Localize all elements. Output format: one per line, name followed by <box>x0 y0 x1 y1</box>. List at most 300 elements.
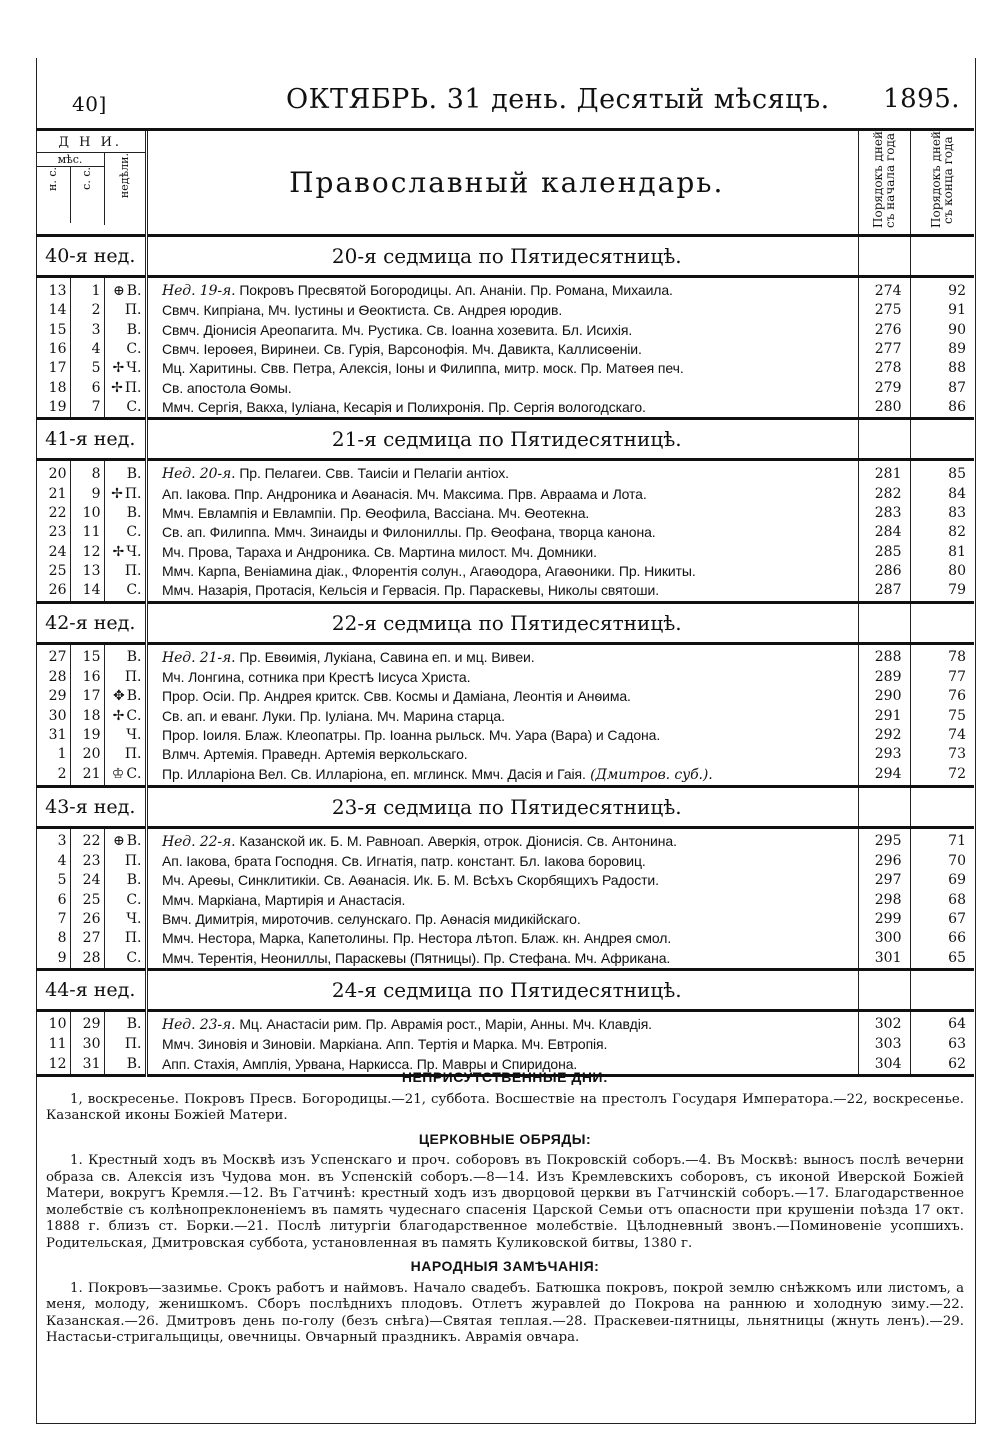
day-of-year: 291 <box>858 706 910 725</box>
old-style-day: 9 <box>70 484 104 503</box>
old-style-day: 28 <box>70 949 104 970</box>
weekday: П. <box>124 930 142 947</box>
days-remaining: 82 <box>948 524 966 541</box>
saints-text <box>156 726 858 745</box>
saints-text <box>156 1035 858 1054</box>
saints-names: Свмч. Іероѳея, Виринеи. Св. Гурія, Варсонофія. Мч. Давикта, Каллисѳеніи. <box>162 340 642 357</box>
saints-text <box>156 827 858 852</box>
non-working-days-heading: НЕПРИСУТСТВЕННЫЕ ДНИ: <box>401 1069 609 1085</box>
weekday-cell <box>104 359 146 378</box>
saints-names: Ммч. Сергія, Вакха, Іуліана, Кесарія и Полихронія. Пр. Сергія вологодскаго. <box>162 399 646 416</box>
day-of-year: 277 <box>858 340 910 359</box>
new-style-day: 20 <box>36 460 70 485</box>
weekday-cell <box>104 726 146 745</box>
weekday: С. <box>126 399 142 416</box>
old-style-day: 6 <box>70 379 104 398</box>
day-of-year: 299 <box>858 910 910 929</box>
months-header: мѣс. <box>36 153 104 167</box>
table-row <box>36 871 974 890</box>
day-of-year: 289 <box>858 668 910 687</box>
table-row <box>36 460 974 485</box>
saints-names: Пр. Пелагеи. Свв. Таисіи и Пелагіи антіох. <box>235 465 509 482</box>
day-of-year: 292 <box>858 726 910 745</box>
week-header-row <box>36 969 974 1010</box>
new-style-day: 21 <box>36 484 70 503</box>
new-style-day: 5 <box>36 871 70 890</box>
weekday: П. <box>124 668 142 685</box>
saints-text <box>156 871 858 890</box>
week-header-row <box>36 419 974 460</box>
weekday-cell <box>104 581 146 602</box>
table-row <box>36 726 974 745</box>
feast-mark-icon: ✢ <box>112 543 125 560</box>
weekday: Ч. <box>126 911 142 927</box>
week-title: 20-я седмица по Пятидесятницѣ. <box>156 236 858 277</box>
week-label: 42-я нед. <box>36 602 146 643</box>
day-of-year: 284 <box>858 523 910 542</box>
day-of-year: 274 <box>858 277 910 302</box>
old-style-day: 4 <box>70 340 104 359</box>
saints-names: Прор. Осіи. Пр. Андрея критск. Свв. Космы и Даміана, Леонтія и Анѳима. <box>162 688 631 705</box>
old-style-day: 20 <box>70 745 104 764</box>
saints-names: Свмч. Діонисія Ареопагита. Мч. Рустика. Св. Іоанна хозевита. Бл. Исихія. <box>162 321 633 338</box>
old-style-day: 18 <box>70 706 104 725</box>
new-style-day: 23 <box>36 523 70 542</box>
old-style-day: 1 <box>70 277 104 302</box>
year-label: 1895. <box>883 84 960 114</box>
saints-text <box>156 1010 858 1035</box>
new-style-day: 24 <box>36 543 70 562</box>
weekday: Ч. <box>126 543 142 560</box>
weekday-cell <box>104 301 146 320</box>
weekday: В. <box>126 688 142 705</box>
saints-text <box>156 379 858 398</box>
days-remaining: 68 <box>948 891 966 908</box>
weekday-cell <box>104 277 146 302</box>
table-row <box>36 562 974 581</box>
saints-names: Св. ап. и еванг. Луки. Пр. Іуліана. Мч. Марина старца. <box>162 707 505 724</box>
days-remaining: 86 <box>910 398 974 419</box>
weekday-cell <box>104 910 146 929</box>
saints-names: Ммч. Маркіана, Мартирія и Анастасія. <box>162 891 406 908</box>
weekday-cell <box>104 320 146 339</box>
page-number: 40] <box>72 92 107 116</box>
weekday: В. <box>126 872 142 889</box>
page-title: ОКТЯБРЬ. 31 день. Десятый мѣсяцъ. <box>286 84 830 115</box>
weekday-cell <box>104 543 146 562</box>
weekday: В. <box>126 465 142 482</box>
new-style-day: 12 <box>36 1054 70 1075</box>
weekday-cell <box>104 949 146 970</box>
day-of-year: 301 <box>858 949 910 970</box>
church-rites-heading: ЦЕРКОВНЫЕ ОБРЯДЫ: <box>418 1130 592 1147</box>
weekday-cell <box>104 562 146 581</box>
saints-names: Ммч. Зиновія и Зиновіи. Маркіана. Апп. Тертія и Марка. Мч. Евтропія. <box>162 1036 608 1053</box>
weekday-cell <box>104 765 146 787</box>
page-header <box>36 70 974 130</box>
old-style-day: 22 <box>70 827 104 852</box>
calendar-table <box>36 131 974 1077</box>
saints-text <box>156 277 858 302</box>
weekday: В. <box>126 1016 142 1033</box>
sunday-label: Нед. 23-я. <box>162 1016 236 1033</box>
day-of-year: 287 <box>858 581 910 602</box>
old-style-day: 12 <box>70 543 104 562</box>
weekday: Ч. <box>126 727 142 744</box>
feast-mark-icon: ✢ <box>112 360 125 377</box>
day-of-year: 278 <box>858 359 910 378</box>
day-of-year: 297 <box>858 871 910 890</box>
days-header: Д Н И. <box>36 135 145 153</box>
saints-text <box>156 562 858 581</box>
week-header-row <box>36 786 974 827</box>
table-row <box>36 910 974 929</box>
weekday: П. <box>124 379 142 396</box>
weekday: С. <box>126 891 142 908</box>
weekday: П. <box>124 1036 142 1053</box>
day-of-year: 285 <box>858 543 910 562</box>
saints-text <box>156 523 858 542</box>
table-row <box>36 706 974 725</box>
weekday: В. <box>126 321 142 338</box>
day-of-year: 288 <box>858 643 910 668</box>
day-of-year: 282 <box>858 484 910 503</box>
saints-names: Ап. Іакова, брата Господня. Св. Игнатія, патр. констант. Бл. Іакова боровиц. <box>162 852 646 869</box>
weekday-cell <box>104 340 146 359</box>
weekday: В. <box>126 649 142 666</box>
old-style-day: 26 <box>70 910 104 929</box>
saints-names: Св. апостола Ѳомы. <box>162 379 292 396</box>
feast-mark-icon: ✢ <box>112 707 125 724</box>
day-of-year: 275 <box>858 301 910 320</box>
weekday: П. <box>124 746 142 763</box>
weekday-cell <box>104 827 146 852</box>
days-remaining: 75 <box>948 707 966 724</box>
saints-names: Апп. Стахія, Амплія, Урвана, Наркисса. Пр. Мавры и Спиридона. <box>162 1055 578 1072</box>
old-style-day: 8 <box>70 460 104 485</box>
from-end-header: Порядокъ дней съ конца года <box>929 131 956 229</box>
table-row <box>36 1010 974 1035</box>
week-title: 21-я седмица по Пятидесятницѣ. <box>156 419 858 460</box>
weekday-cell <box>104 668 146 687</box>
days-remaining: 63 <box>948 1036 966 1053</box>
weekday-cell <box>104 687 146 706</box>
saints-names: Пр. Евѳимія, Лукіана, Савина еп. и мц. Вивеи. <box>235 648 535 665</box>
old-style-header: с. с. <box>80 167 94 190</box>
weekday-cell <box>104 504 146 523</box>
table-row <box>36 668 974 687</box>
saints-text <box>156 890 858 909</box>
week-label: 41-я нед. <box>36 419 146 460</box>
sunday-label: Нед. 19-я. <box>162 283 236 299</box>
saints-names: Прор. Іоиля. Блаж. Клеопатры. Пр. Іоанна рыльск. Мч. Уара (Вара) и Садона. <box>162 727 661 744</box>
weekday-cell <box>104 398 146 419</box>
day-of-year: 303 <box>858 1035 910 1054</box>
day-of-year: 286 <box>858 562 910 581</box>
days-remaining: 78 <box>948 649 966 666</box>
days-remaining: 62 <box>910 1054 974 1075</box>
days-remaining: 87 <box>948 379 966 396</box>
saints-text <box>156 460 858 485</box>
saints-names: Казанской ик. Б. М. Равноап. Аверкія, отрок. Діонисія. Св. Антонина. <box>235 832 677 849</box>
old-style-day: 29 <box>70 1010 104 1035</box>
non-working-days-text: 1, воскресенье. Покровъ Пресв. Богородицы.—21, суббота. Восшествіе на престолъ Государя Императора.—22, воскресенье. Казанской иконы Божіей Матери. <box>46 1091 964 1123</box>
table-row <box>36 379 974 398</box>
days-remaining: 89 <box>948 340 966 357</box>
old-style-day: 3 <box>70 320 104 339</box>
old-style-day: 15 <box>70 643 104 668</box>
saints-text <box>156 301 858 320</box>
old-style-day: 30 <box>70 1035 104 1054</box>
saints-text <box>156 320 858 339</box>
days-remaining: 65 <box>910 949 974 970</box>
new-style-day: 15 <box>36 320 70 339</box>
week-title: 24-я седмица по Пятидесятницѣ. <box>156 969 858 1010</box>
saints-names: Пр. Илларіона Вел. Св. Илларіона, еп. мглинск. Ммч. Дасія и Гаія. <box>162 765 586 782</box>
saints-text <box>156 706 858 725</box>
new-style-day: 2 <box>36 765 70 787</box>
saints-names: Влмч. Артемія. Праведн. Артемія веркольскаго. <box>162 746 468 763</box>
table-row <box>36 398 974 419</box>
new-style-header: н. с. <box>45 167 59 191</box>
day-of-year: 290 <box>858 687 910 706</box>
days-remaining: 85 <box>948 465 966 482</box>
church-rites-text: 1. Крестный ходъ въ Москвѣ изъ Успенскаго и проч. соборовъ въ Покровскій соборъ.—4. Въ Москвѣ: выносъ послѣ вечерни образа св. Алексія изъ Чудова мон. въ Успенскій соборъ.—8—14. Изъ Кремлевскихъ соборовъ, съ иконой Иверской Божіей Матери, вокругъ Кремля.—12. Въ Гатчинѣ: крестный ходъ изъ дворцовой церкви въ Гатчинскій соборъ.—17. Благодарственное молебствіе съ колѣнопреклоненіемъ въ память чудеснаго спасенія Царской Семьи отъ опасности при крушеніи поѣзда 17 окт. 1888 г. близъ ст. Борки.—21. Послѣ литургіи благодарственное молебствіе. Цѣлодневный звонъ.—Поминовеніе усопшихъ. Родительская, Дмитровская суббота, установленная въ память Куликовской битвы, 1380 г. <box>46 1153 964 1251</box>
weekday: П. <box>124 852 142 869</box>
table-row <box>36 301 974 320</box>
saints-names: Покровъ Пресвятой Богородицы. Ап. Ананіи. Пр. Романа, Михаила. <box>235 282 673 298</box>
day-of-year: 296 <box>858 852 910 871</box>
new-style-day: 30 <box>36 706 70 725</box>
table-row <box>36 949 974 970</box>
notes-section <box>46 1063 964 1353</box>
week-title: 22-я седмица по Пятидесятницѣ. <box>156 602 858 643</box>
days-remaining: 73 <box>948 746 966 763</box>
days-remaining: 70 <box>948 852 966 869</box>
saints-names: Мч. Ареѳы, Синклитикіи. Св. Аѳанасія. Ик. Б. М. Всѣхъ Скорбящихъ Радости. <box>162 872 659 889</box>
new-style-day: 11 <box>36 1035 70 1054</box>
weekday-cell <box>104 890 146 909</box>
weekday-cell <box>104 523 146 542</box>
day-of-year: 283 <box>858 504 910 523</box>
saints-text <box>156 745 858 764</box>
table-row <box>36 581 974 602</box>
days-remaining: 64 <box>948 1016 966 1033</box>
new-style-day: 14 <box>36 301 70 320</box>
day-of-year: 281 <box>858 460 910 485</box>
new-style-day: 22 <box>36 504 70 523</box>
saints-names: Мч. Лонгина, сотника при Крестѣ Іисуса Христа. <box>162 668 471 685</box>
new-style-day: 6 <box>36 890 70 909</box>
saints-names: Ммч. Евлампія и Евлампіи. Пр. Ѳеофила, Вассіана. Мч. Ѳеотекна. <box>162 504 590 521</box>
old-style-day: 14 <box>70 581 104 602</box>
days-remaining: 72 <box>910 765 974 787</box>
old-style-day: 13 <box>70 562 104 581</box>
weekday-header: недѣли. <box>117 153 131 199</box>
saints-text <box>156 398 858 419</box>
weekday: С. <box>126 582 142 599</box>
new-style-day: 19 <box>36 398 70 419</box>
weekday-cell <box>104 379 146 398</box>
days-remaining: 74 <box>948 727 966 744</box>
weekday: П. <box>124 485 142 502</box>
days-remaining: 90 <box>948 321 966 338</box>
days-remaining: 83 <box>948 504 966 521</box>
new-style-day: 31 <box>36 726 70 745</box>
old-style-day: 23 <box>70 852 104 871</box>
day-of-year: 279 <box>858 379 910 398</box>
saints-text <box>156 910 858 929</box>
days-remaining: 81 <box>948 543 966 560</box>
days-remaining: 66 <box>948 930 966 947</box>
weekday: С. <box>126 340 142 357</box>
old-style-day: 10 <box>70 504 104 523</box>
new-style-day: 27 <box>36 643 70 668</box>
weekday: В. <box>126 504 142 521</box>
table-row <box>36 852 974 871</box>
old-style-day: 31 <box>70 1054 104 1075</box>
weekday: С. <box>126 766 142 783</box>
days-remaining: 71 <box>948 833 966 850</box>
saints-names: Ап. Іакова. Ппр. Андроника и Аѳанасія. Мч. Максима. Прв. Авраама и Лота. <box>162 485 647 502</box>
old-style-day: 16 <box>70 668 104 687</box>
saints-text <box>156 929 858 948</box>
day-of-year: 294 <box>858 765 910 787</box>
new-style-day: 1 <box>36 745 70 764</box>
saints-text <box>156 687 858 706</box>
days-remaining: 88 <box>948 360 966 377</box>
old-style-day: 24 <box>70 871 104 890</box>
day-of-year: 295 <box>858 827 910 852</box>
new-style-day: 10 <box>36 1010 70 1035</box>
saints-names: Вмч. Димитрія, мироточив. селунскаго. Пр. Аѳнасія мидикійскаго. <box>162 911 581 927</box>
day-of-year: 276 <box>858 320 910 339</box>
weekday: П. <box>124 563 142 580</box>
sunday-label: Нед. 20-я. <box>162 466 236 483</box>
saints-names: Ммч. Карпа, Веніамина діак., Флорентія солун., Агаѳодора, Агаѳоники. Пр. Никиты. <box>162 563 696 580</box>
table-row <box>36 277 974 302</box>
table-row <box>36 765 974 787</box>
saints-text <box>156 949 858 970</box>
days-remaining: 92 <box>948 282 966 299</box>
saints-names: Св. ап. Филиппа. Ммч. Зинаиды и Филониллы. Пр. Ѳеофана, творца канона. <box>162 524 656 541</box>
feast-mark-icon: ✢ <box>111 485 123 502</box>
old-style-day: 25 <box>70 890 104 909</box>
day-of-year: 298 <box>858 890 910 909</box>
old-style-day: 5 <box>70 359 104 378</box>
weekday-cell <box>104 460 146 485</box>
new-style-day: 25 <box>36 562 70 581</box>
table-row <box>36 320 974 339</box>
weekday: В. <box>126 1055 142 1072</box>
week-label: 44-я нед. <box>36 969 146 1010</box>
table-row <box>36 687 974 706</box>
table-row <box>36 1035 974 1054</box>
saints-names: Мц. Харитины. Свв. Петра, Алексія, Іоны и Филиппа, митр. моск. Пр. Матѳея печ. <box>162 360 684 377</box>
old-style-day: 19 <box>70 726 104 745</box>
old-style-day: 27 <box>70 929 104 948</box>
weekday-cell <box>104 852 146 871</box>
saints-names: Ммч. Нестора, Марка, Капетолины. Пр. Нестора лѣтоп. Блаж. кн. Андрея смол. <box>162 930 672 947</box>
day-of-year: 304 <box>858 1054 910 1075</box>
saints-text <box>156 504 858 523</box>
days-remaining: 76 <box>948 688 966 705</box>
feast-mark-icon: ⊕ <box>113 282 125 299</box>
weekday: В. <box>126 282 142 299</box>
saints-names: Свмч. Кипріана, Мч. Іустины и Ѳеоктиста. Св. Андрея юродив. <box>162 302 563 319</box>
saints-names: Ммч. Назарія, Протасія, Кельсія и Гервасія. Пр. Параскевы, Николы святоши. <box>162 582 660 599</box>
saints-text <box>156 668 858 687</box>
saints-text <box>156 643 858 668</box>
table-row <box>36 929 974 948</box>
new-style-day: 13 <box>36 277 70 302</box>
days-remaining: 79 <box>910 581 974 602</box>
table-row <box>36 359 974 378</box>
weekday-cell <box>104 929 146 948</box>
weekday: Ч. <box>126 360 142 377</box>
new-style-day: 16 <box>36 340 70 359</box>
table-row <box>36 745 974 764</box>
day-of-year: 300 <box>858 929 910 948</box>
feast-mark-icon: ✢ <box>111 379 123 396</box>
old-style-day: 17 <box>70 687 104 706</box>
table-row <box>36 340 974 359</box>
week-header-row <box>36 602 974 643</box>
day-of-year: 280 <box>858 398 910 419</box>
feast-mark-icon: ✥ <box>113 688 125 705</box>
day-of-year: 293 <box>858 745 910 764</box>
weekday-cell <box>104 871 146 890</box>
folk-notes-text: 1. Покровъ—зазимье. Срокъ работъ и наймовъ. Начало свадебъ. Батюшка покровъ, покрой землю снѣжкомъ или листомъ, а меня, молоду, женишкомъ. Сборъ послѣднихъ плодовъ. Отлетъ журавлей до Покрова на раннюю и холодную зиму.—22. Казанская.—26. Дмитровъ день по-голу (безъ снѣга)—Святая теплая.—28. Праскевеи-пятницы, льнятницы (жнуть ленъ).—29. Настасьи-стригальщицы, овечницы. Овчарный праздникъ. Аврамія овчара. <box>46 1280 964 1345</box>
table-row <box>36 504 974 523</box>
table-row <box>36 543 974 562</box>
saints-names: Ммч. Терентія, Неониллы, Параскевы (Пятницы). Пр. Стефана. Мч. Африкана. <box>162 949 671 966</box>
day-of-year: 302 <box>858 1010 910 1035</box>
weekday-cell <box>104 643 146 668</box>
saints-text <box>156 765 858 787</box>
calendar-title: Православный календарь. <box>289 166 725 199</box>
old-style-day: 11 <box>70 523 104 542</box>
sunday-label: Нед. 21-я. <box>162 649 236 666</box>
feast-mark-icon: ⊕ <box>113 833 125 850</box>
weekday-cell <box>104 1035 146 1054</box>
week-title: 23-я седмица по Пятидесятницѣ. <box>156 786 858 827</box>
days-remaining: 91 <box>948 302 966 319</box>
from-start-header: Порядокъ дней съ начала года <box>871 131 897 229</box>
weekday: В. <box>126 833 142 850</box>
saints-text <box>156 581 858 602</box>
week-label: 43-я нед. <box>36 786 146 827</box>
table-row <box>36 827 974 852</box>
old-style-day: 2 <box>70 301 104 320</box>
new-style-day: 3 <box>36 827 70 852</box>
days-remaining: 84 <box>948 485 966 502</box>
week-label: 40-я нед. <box>36 236 146 277</box>
weekday: С. <box>126 524 142 541</box>
table-header-row <box>36 131 974 236</box>
sunday-label: Нед. 22-я. <box>162 833 236 850</box>
new-style-day: 26 <box>36 581 70 602</box>
new-style-day: 17 <box>36 359 70 378</box>
new-style-day: 9 <box>36 949 70 970</box>
weekday-cell <box>104 1010 146 1035</box>
saints-text <box>156 852 858 871</box>
saints-text <box>156 543 858 562</box>
days-remaining: 80 <box>948 563 966 580</box>
saints-text <box>156 484 858 503</box>
days-remaining: 77 <box>948 668 966 685</box>
new-style-day: 28 <box>36 668 70 687</box>
